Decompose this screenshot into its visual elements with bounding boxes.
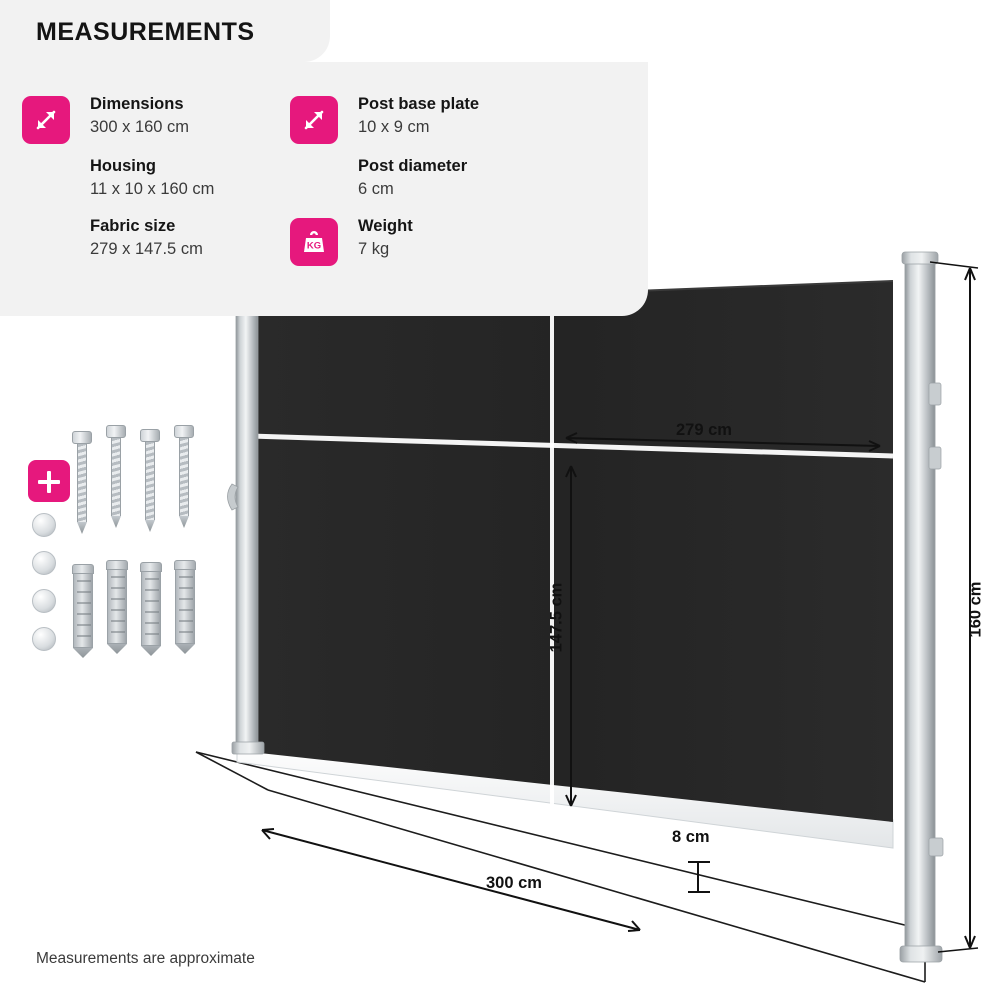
- washer: [32, 627, 56, 651]
- header-card: [0, 0, 330, 62]
- washer: [32, 513, 56, 537]
- spec-item-housing: [22, 156, 287, 216]
- spec-value: 10 x 9 cm: [358, 117, 430, 136]
- washer: [32, 589, 56, 613]
- label-fabric-width: 279 cm: [676, 421, 732, 439]
- wall-anchor: [174, 560, 198, 654]
- spec-label: Dimensions: [90, 95, 184, 113]
- wall-anchor: [140, 562, 164, 656]
- spec-item-weight: [290, 216, 590, 278]
- wall-anchor: [106, 560, 130, 654]
- spec-item-dimensions: [22, 94, 287, 156]
- label-total-width: 300 cm: [486, 874, 542, 892]
- post-bracket-top: [929, 383, 941, 405]
- post-bracket-bottom: [929, 838, 943, 856]
- screw: [140, 429, 162, 532]
- support-post: [900, 252, 943, 962]
- screw: [72, 431, 94, 534]
- spec-value: 7 kg: [358, 239, 390, 258]
- spec-value: 300 x 160 cm: [90, 117, 190, 136]
- spec-value: 11 x 10 x 160 cm: [90, 179, 215, 198]
- spec-item-post-diameter: [290, 156, 590, 216]
- post-bracket-mid: [929, 447, 941, 469]
- footnote: Measurements are approximate: [36, 950, 255, 967]
- wall-anchor: [72, 564, 96, 658]
- spec-column-right: [290, 94, 590, 278]
- screw: [106, 425, 128, 528]
- svg-text:KG: KG: [306, 240, 322, 252]
- plus-icon: [28, 460, 70, 502]
- spec-item-post-base-plate: [290, 94, 590, 156]
- washer: [32, 551, 56, 575]
- washer-group: [32, 513, 56, 665]
- spec-label: Fabric size: [90, 217, 176, 235]
- weight-kg-icon: [290, 218, 338, 266]
- screw: [174, 425, 196, 528]
- page-title: MEASUREMENTS: [36, 18, 255, 46]
- diagonal-arrow-icon: [290, 96, 338, 144]
- label-base-depth: 8 cm: [672, 828, 710, 846]
- specifications-panel: [0, 62, 648, 316]
- spec-label: Post base plate: [358, 95, 480, 113]
- spec-label: Post diameter: [358, 157, 468, 175]
- spec-value: 279 x 147.5 cm: [90, 239, 203, 258]
- spec-column-left: [22, 94, 287, 276]
- spec-item-fabric-size: [22, 216, 287, 276]
- label-total-height: 160 cm: [966, 581, 985, 638]
- spec-value: 6 cm: [358, 179, 394, 198]
- spec-label: Housing: [90, 157, 156, 175]
- label-fabric-height: 147.5 cm: [547, 582, 566, 653]
- hardware-group: [28, 415, 238, 675]
- diagonal-arrow-icon: [22, 96, 70, 144]
- spec-label: Weight: [358, 217, 413, 235]
